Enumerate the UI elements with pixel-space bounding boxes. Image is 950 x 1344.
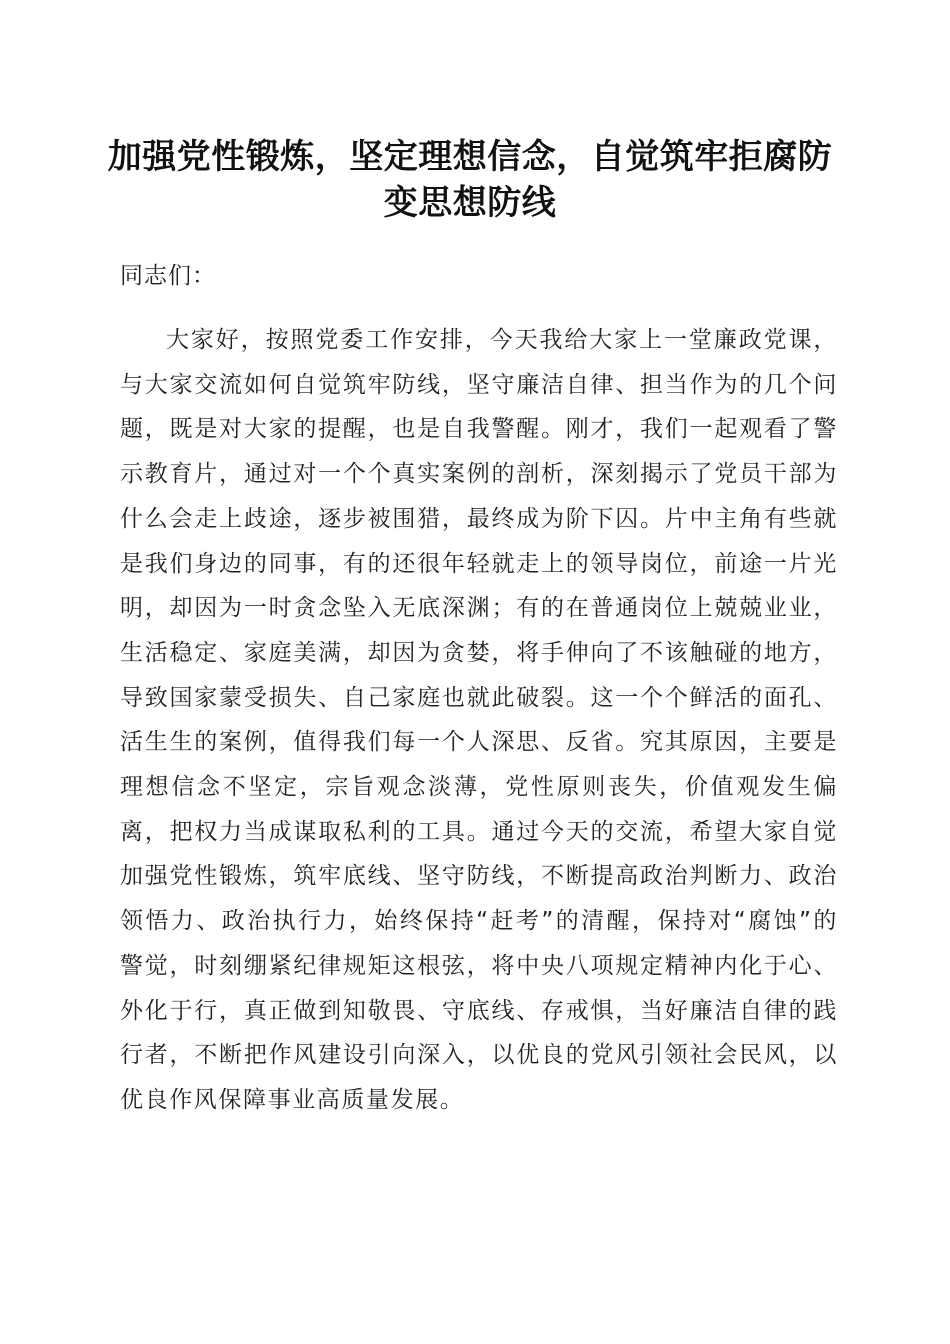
document-title: 加强党性锻炼，坚定理想信念，自觉筑牢拒腐防变思想防线 bbox=[107, 137, 833, 223]
salutation: 同志们： bbox=[120, 263, 216, 289]
body-paragraph: 大家好，按照党委工作安排，今天我给大家上一堂廉政党课，与大家交流如何自觉筑牢防线，坚守廉洁自律、担当作为的几个问题，既是对大家的提醒，也是自我警醒。刚才，我们一起观看了警示教育片，通过对一个个真实案例的剖析，深刻揭示了党员干部为什么会走上歧途，逐步被围猎，最终成为阶下囚。片中主角有些就是我们身边的同事，有的还很年轻就走上的领导岗位，前途一片光明，却因为一时贪念坠入无底深渊；有的在普通岗位上兢兢业业，生活稳定、家庭美满，却因为贪婪，将手伸向了不该触碰的地方，导致国家蒙受损失、自己家庭也就此破裂。这一个个鲜活的面孔、活生生的案例，值得我们每一个人深思、反省。究其原因，主要是理想信念不坚定，宗旨观念淡薄，党性原则丧失，价值观发生偏离，把权力当成谋取私利的工具。通过今天的交流，希望大家自觉加强党性锻炼，筑牢底线、坚守防线，不断提高政治判断力、政治领悟力、政治执行力，始终保持“赶考”的清醒，保持对“腐蚀”的警觉，时刻绷紧纪律规矩这根弦，将中央八项规定精神内化于心、外化于行，真正做到知敬畏、守底线、存戒惧，当好廉洁自律的践行者，不断把作风建设引向深入，以优良的党风引领社会民风，以优良作风保障事业高质量发展。 bbox=[120, 327, 838, 1113]
